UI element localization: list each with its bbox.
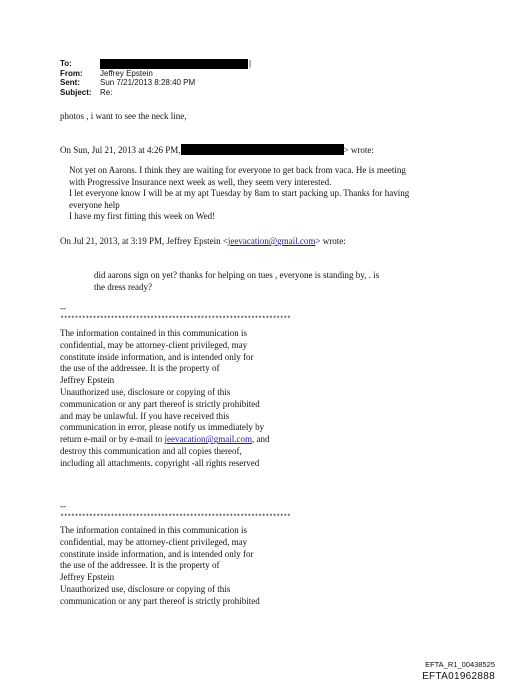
from-value: Jeffrey Epstein (100, 68, 153, 78)
disclaimer-line: the use of the addressee. It is the property of (60, 560, 220, 571)
disclaimer-1 (60, 328, 269, 470)
quote1-line: Not yet on Aarons. I think they are waiting for everyone to get back from vaca. He is meeting (69, 165, 406, 175)
disclaimer-line: communication or any part thereof is strictly prohibited (60, 398, 260, 409)
quote2-line: the dress ready? (94, 281, 152, 292)
asterisk-divider: **************************************************************** (60, 514, 291, 522)
disclaimer-line: The information contained in this communication is (60, 525, 247, 535)
disclaimer-line: The information contained in this communication is (60, 328, 247, 338)
redaction-bar (181, 144, 344, 155)
subject-label: Subject: (60, 87, 92, 97)
disclaimer-line: constitute inside information, and is intended only for (60, 548, 254, 559)
from-label: From: (60, 68, 83, 78)
asterisk-divider: **************************************************************** (60, 316, 291, 324)
disclaimer-line: Unauthorized use, disclosure or copying of this (60, 583, 231, 594)
disclaimer-line: Jeffrey Epstein (60, 572, 115, 583)
from-row (60, 69, 251, 79)
disclaimer-line: and may be unlawful. If you have received this (60, 410, 230, 421)
quote1-intro-start: On Sun, Jul 21, 2013 at 4:26 PM, (60, 145, 181, 155)
email-header (60, 59, 251, 97)
bates-id-2: EFTA01962888 (422, 671, 495, 682)
bates-id-1: EFTA_R1_00438525 (425, 660, 495, 669)
reply-text: photos , i want to see the neck line, (60, 111, 187, 121)
quote2-intro (60, 236, 346, 248)
disclaimer-line: Unauthorized use, disclosure or copying of this (60, 386, 231, 397)
disclaimer-line: including all attachments. copyright -all rights reserved (60, 457, 260, 468)
email-link[interactable]: jeevacation@gmail.com (227, 236, 316, 246)
quote2-line: did aarons sign on yet? thanks for helping on tues , everyone is standing by, . is (94, 270, 380, 280)
subject-row (60, 88, 251, 98)
to-label: To: (60, 59, 72, 68)
quote1-body (69, 165, 409, 223)
quote1-line: I let everyone know I will be at my apt Tuesday by 8am to start packing up. Thanks for having (69, 188, 410, 199)
quote2-body (94, 270, 379, 293)
disclaimer-line: confidential, may be attorney-client privileged, may (60, 536, 248, 547)
quote2-intro-start: On Jul 21, 2013, at 3:19 PM, Jeffrey Epstein < (60, 236, 228, 246)
quote1-line: I have my first fitting this week on Wed! (69, 211, 216, 222)
signature-separator: -- (60, 501, 66, 511)
disclaimer-line: Jeffrey Epstein (60, 375, 115, 386)
sent-value: Sun 7/21/2013 8:28:40 PM (100, 78, 196, 87)
quote1-intro (60, 144, 374, 157)
quote1-intro-end: > wrote: (343, 145, 374, 155)
sent-label: Sent: (60, 78, 80, 87)
redaction-bar (100, 59, 248, 69)
email-link[interactable]: jeevacation@gmail.com (164, 434, 252, 445)
disclaimer-line: communication or any part thereof is strictly prohibited (60, 595, 260, 606)
disclaimer-email-line: return e-mail or by e-mail to jeevacation@gmail.com, and (60, 434, 270, 445)
quote2-intro-end: > wrote: (315, 236, 346, 246)
quote1-line: with Progressive Insurance next week as well, they seem very interested. (69, 176, 332, 187)
disclaimer-line: the use of the addressee. It is the property of (60, 363, 220, 374)
signature-separator: -- (60, 303, 66, 313)
disclaimer-line: confidential, may be attorney-client privileged, may (60, 339, 248, 350)
disclaimer-line: destroy this communication and all copies thereof, (60, 445, 242, 456)
subject-value: Re: (100, 87, 113, 97)
sent-row (60, 78, 251, 88)
disclaimer-line: constitute inside information, and is intended only for (60, 351, 254, 362)
quote1-line: everyone help (69, 199, 120, 210)
disclaimer-2 (60, 525, 260, 608)
disclaimer-line: communication in error, please notify us immediately by (60, 422, 265, 433)
to-row: To: | (60, 59, 252, 68)
